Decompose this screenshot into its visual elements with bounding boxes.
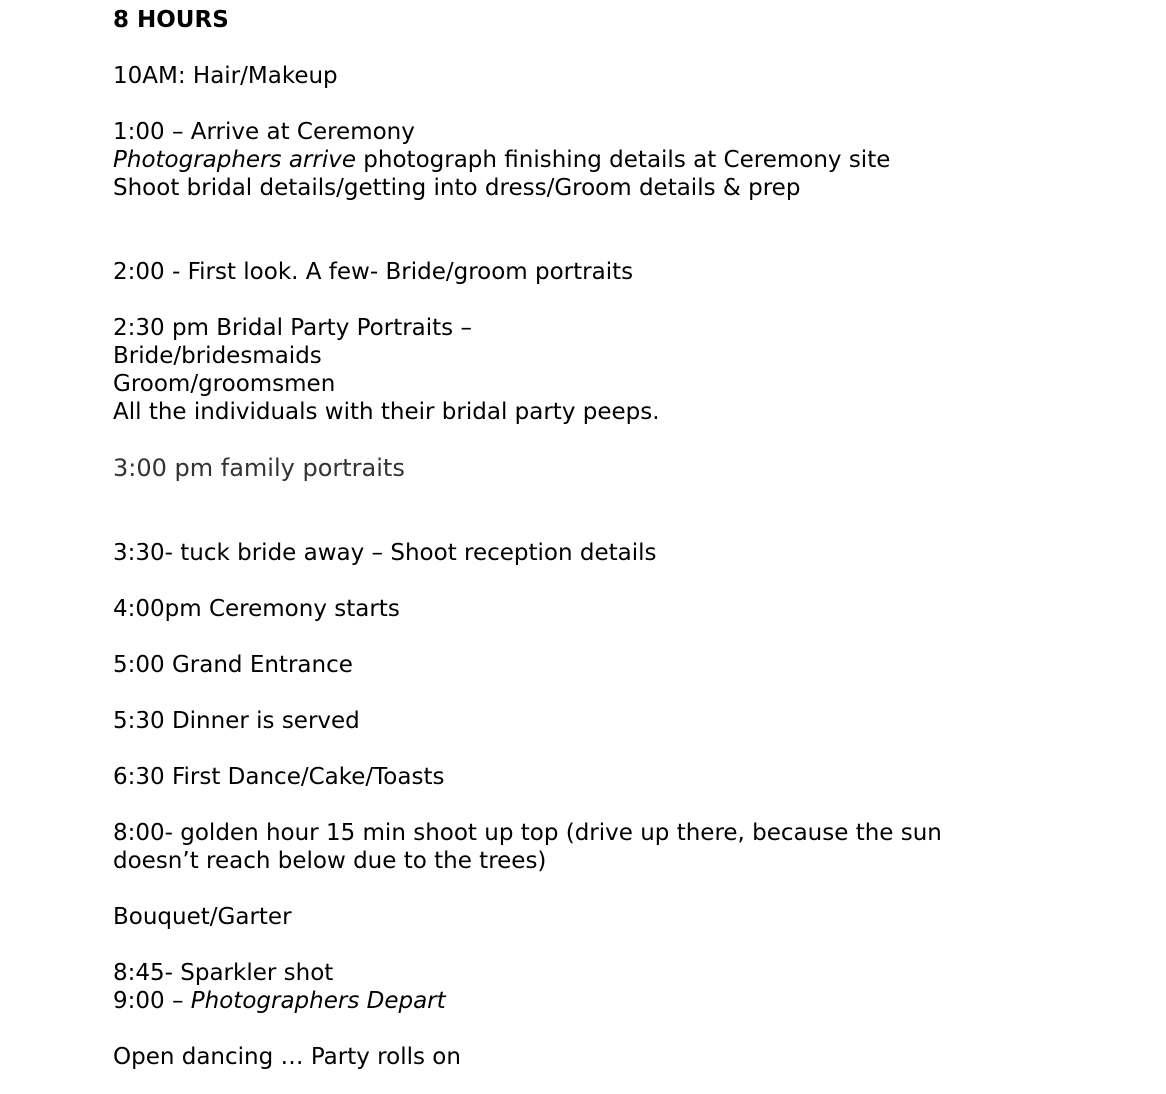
spacer	[113, 1015, 1153, 1043]
spacer	[113, 483, 1153, 539]
spacer	[113, 931, 1153, 959]
schedule-groomsmen: Groom/groomsmen	[113, 371, 336, 397]
schedule-arrive-ceremony: 1:00 – Arrive at Ceremony	[113, 119, 415, 145]
schedule-tuck-bride-away: 3:30- tuck bride away – Shoot reception details	[113, 540, 657, 566]
schedule-ceremony-starts: 4:00pm Ceremony starts	[113, 596, 400, 622]
schedule-golden-hour: 8:00- golden hour 15 min shoot up top (drive up there, because the sun	[113, 820, 942, 846]
schedule-bridal-party-portraits: 2:30 pm Bridal Party Portraits –	[113, 315, 472, 341]
spacer	[113, 679, 1153, 707]
document-body	[113, 6, 1153, 1071]
spacer	[113, 426, 1153, 454]
depart-emphasis: Photographers Depart	[190, 988, 446, 1014]
spacer	[113, 791, 1153, 819]
spacer	[113, 34, 1153, 62]
photographers-arrive-text: photograph finishing details at Ceremony site	[356, 147, 891, 173]
schedule-open-dancing: Open dancing … Party rolls on	[113, 1044, 461, 1070]
spacer	[113, 623, 1153, 651]
photographers-arrive-emphasis: Photographers arrive	[113, 147, 356, 173]
document-title: 8 HOURS	[113, 7, 229, 33]
schedule-first-look: 2:00 - First look. A few- Bride/groom portraits	[113, 259, 634, 285]
schedule-bouquet-garter: Bouquet/Garter	[113, 904, 292, 930]
schedule-first-dance: 6:30 First Dance/Cake/Toasts	[113, 764, 445, 790]
spacer	[113, 875, 1153, 903]
schedule-family-portraits: 3:00 pm family portraits	[113, 454, 405, 482]
spacer	[113, 286, 1153, 314]
schedule-bridesmaids: Bride/bridesmaids	[113, 343, 322, 369]
schedule-sparkler-shot: 8:45- Sparkler shot	[113, 960, 334, 986]
schedule-grand-entrance: 5:00 Grand Entrance	[113, 652, 353, 678]
spacer	[113, 90, 1153, 118]
depart-time: 9:00 –	[113, 988, 191, 1014]
schedule-golden-hour-continued: doesn’t reach below due to the trees)	[113, 848, 547, 874]
spacer	[113, 202, 1153, 258]
schedule-individuals: All the individuals with their bridal party peeps.	[113, 399, 660, 425]
schedule-hair-makeup: 10AM: Hair/Makeup	[113, 63, 338, 89]
spacer	[113, 567, 1153, 595]
spacer	[113, 735, 1153, 763]
schedule-shoot-details: Shoot bridal details/getting into dress/Groom details & prep	[113, 175, 801, 201]
schedule-photographers-arrive	[113, 146, 1153, 174]
schedule-photographers-depart	[113, 987, 1153, 1015]
schedule-dinner: 5:30 Dinner is served	[113, 708, 360, 734]
